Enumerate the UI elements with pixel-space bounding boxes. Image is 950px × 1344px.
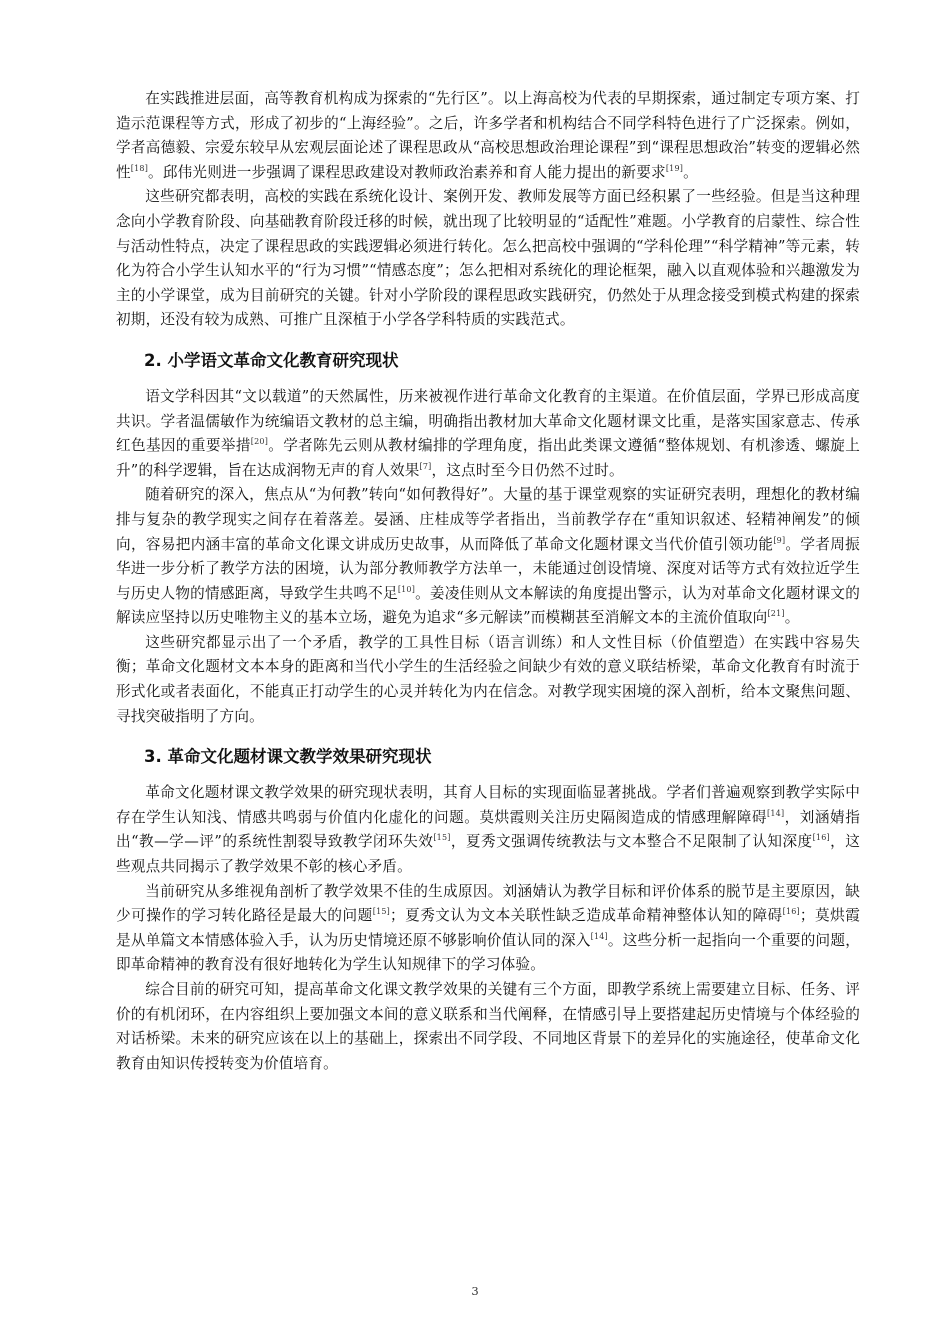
paragraph-text: 这些研究都表明，高校的实践在系统化设计、案例开发、教师发展等方面已经积累了一些经验。但是当这种理念向小学教育阶段、向基础教育阶段迁移的时候，就出现了比较明显的“适配性”难题。小学教育的启蒙性、综合性与活动性特点，决定了课程思政的实践逻辑必须进行转化。怎么把高校中强调的“学科伦理”“科学精神”等元素，转化为符合小学生认知水平的“行为习惯”“情感态度”；怎么把相对系统化的理论框架，融入以直观体验和兴趣激发为主的小学课堂，成为目前研究的关键。针对小学阶段的课程思政实践研究，仍然处于从理念接受到模式构建的探索初期，还没有较为成熟、可推广且深植于小学各学科特质的实践范式。 — [116, 188, 860, 329]
citation-ref: [19] — [665, 163, 684, 173]
paragraph-text: 。 — [683, 163, 698, 181]
paragraph-text: 。学者周振华进一步分析了教学方法的困境，认为部分教师教学方法单一，未能通过创设情境、深度对话等方式有效拉近学生与历史人物的情感距离，导致学生共鸣不足 — [116, 535, 860, 602]
citation-ref: [16] — [812, 833, 830, 843]
paragraph-text: ；莫烘霞是从单篇文本情感体验入手，认为历史情境还原不够影响价值认同的深入 — [116, 907, 860, 949]
citation-ref: [14] — [590, 931, 608, 941]
section-heading: 3. 革命文化题材课文教学效果研究现状 — [144, 747, 432, 767]
paragraph-text: ；夏秀文认为文本关联性缺乏造成革命精神整体认知的障碍 — [389, 907, 783, 925]
paragraph-text: 。邱伟光则进一步强调了课程思政建设对教师政治素养和育人能力提出的新要求 — [148, 163, 666, 181]
citation-ref: [20] — [250, 437, 269, 447]
paragraph-text: 综合目前的研究可知，提高革命文化课文教学效果的关键有三个方面，即教学系统上需要建立目标、任务、评价的有机闭环，在内容组织上要加强文本间的意义联系和当代阐释，在情感引导上要搭建起历史情境与个体经验的对话桥梁。未来的研究应该在以上的基础上，探索出不同学段、不同地区背景下的差异化的实施途径，使革命文化教育由知识传授转变为价值培育。 — [116, 981, 860, 1072]
paragraph-text: 。姜凌佳则从文本解读的角度提出警示，认为对革命文化题材课文的解读应坚持以历史唯物主义的基本立场，避免为追求“多元解读”而模糊甚至消解文本的主流价值取向 — [116, 584, 860, 627]
document-body — [116, 87, 860, 1076]
page-number: 3 — [471, 1284, 479, 1298]
paragraph-text: 革命文化题材课文教学效果的研究现状表明，其育人目标的实现面临显著挑战。学者们普遍观察到教学实际中存在学生认知浅、情感共鸣弱与价值内化虚化的问题。莫烘霞则关注历史隔阂造成的情感理解障碍 — [116, 784, 860, 826]
paragraph-text: ，这些观点共同揭示了教学效果不彰的核心矛盾。 — [116, 833, 860, 876]
citation-ref: [10] — [397, 584, 416, 594]
citation-ref: [18] — [130, 163, 149, 173]
paragraph-text: 。学者陈先云则从教材编排的学理角度，指出此类课文遵循“整体规划、有机渗透、螺旋上升”的科学逻辑，旨在达成润物无声的育人效果 — [116, 437, 860, 479]
paragraph-text: 。 — [784, 609, 800, 627]
citation-ref: [14] — [767, 808, 785, 818]
body-paragraph — [116, 978, 860, 1076]
body-paragraph — [116, 185, 860, 333]
paragraph-text: 这些研究都显示出了一个矛盾，教学的工具性目标（语言训练）和人文性目标（价值塑造）在实践中容易失衡；革命文化题材文本本身的距离和当代小学生的生活经验之间缺少有效的意义联结桥梁，革命文化教育有时流于形式化或者表面化，不能真正打动学生的心灵并转化为内在信念。对教学现实困境的深入剖析，给本文聚焦问题、寻找突破指明了方向。 — [116, 633, 860, 725]
body-paragraph — [116, 87, 860, 185]
citation-ref: [9] — [773, 535, 786, 545]
section-heading: 2. 小学语文革命文化教育研究现状 — [144, 350, 399, 370]
paragraph-text: 随着研究的深入，焦点从“为何教”转向“如何教得好”。大量的基于课堂观察的实证研究表明，理想化的教材编排与复杂的教学现实之间存在着落差。晏涵、庄桂成等学者指出，当前教学存在“重知识叙述、轻精神阐发”的倾向，容易把内涵丰富的革命文化课文讲成历史故事，从而降低了革命文化题材课文当代价值引领功能 — [116, 486, 860, 553]
body-paragraph — [116, 631, 860, 729]
citation-ref: [15] — [372, 907, 390, 917]
citation-ref: [15] — [433, 833, 451, 843]
paragraph-text: 语文学科因其“文以载道”的天然属性，历来被视作进行革命文化教育的主渠道。在价值层面，学界已形成高度共识。学者温儒敏作为统编语文教材的总主编，明确指出教材加大革命文化题材课文比重，是落实国家意志、传承红色基因的重要举措 — [116, 387, 860, 455]
paragraph-text: ，这点时至今日仍然不过时。 — [431, 461, 624, 479]
paragraph-text: 在实践推进层面，高等教育机构成为探索的“先行区”。以上海高校为代表的早期探索，通过制定专项方案、打造示范课程等方式，形成了初步的“上海经验”。之后，许多学者和机构结合不同学科特色进行了广泛探索。例如，学者高德毅、宗爱东较早从宏观层面论述了课程思政从“高校思想政治理论课程”到“课程思想政治”转变的逻辑必然性 — [116, 90, 860, 181]
paragraph-text: 当前研究从多维视角剖析了教学效果不佳的生成原因。刘涵婧认为教学目标和评价体系的脱节是主要原因，缺少可操作的学习转化路径是最大的问题 — [116, 882, 860, 925]
citation-ref: [7] — [419, 461, 432, 471]
body-paragraph — [116, 483, 860, 631]
citation-ref: [16] — [782, 907, 800, 917]
body-paragraph — [116, 385, 860, 483]
citation-ref: [21] — [767, 609, 785, 619]
paragraph-text: 。这些分析一起指向一个重要的问题，即革命精神的教育没有很好地转化为学生认知规律下的学习体验。 — [116, 931, 861, 974]
paragraph-text: ，夏秀文强调传统教法与文本整合不足限制了认知深度 — [450, 833, 813, 851]
body-paragraph — [116, 880, 860, 978]
paragraph-text: ，刘涵婧指出“教—学—评”的系统性割裂导致教学闭环失效 — [116, 808, 860, 851]
body-paragraph — [116, 781, 860, 879]
